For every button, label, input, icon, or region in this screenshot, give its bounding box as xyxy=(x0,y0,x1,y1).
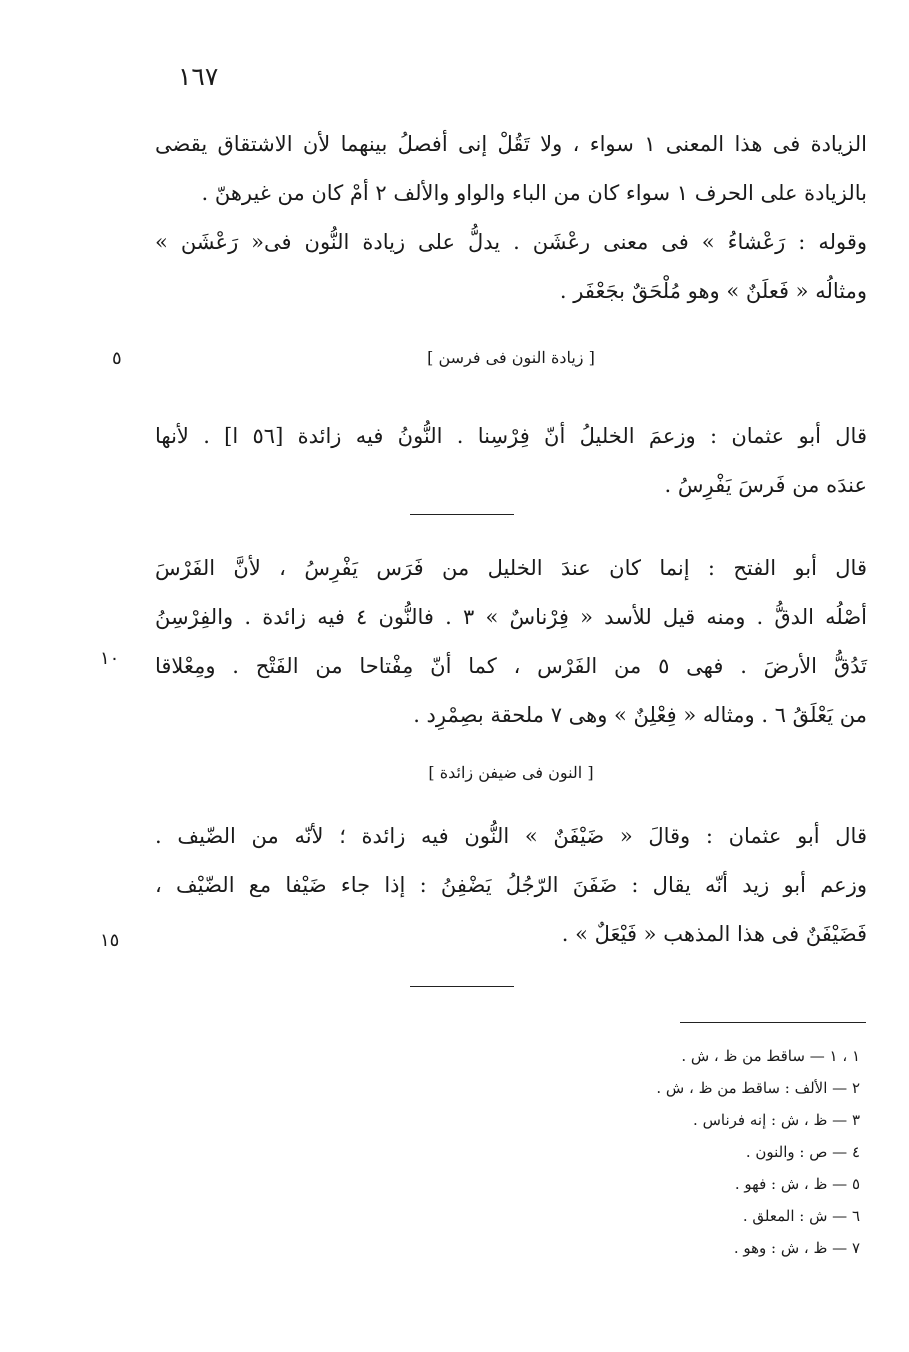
text-line: قال أبو عثمان : وزعمَ الخليلُ أنّ فِرْسِنا . النُّونُ فيه زائدة [٥٦ ا] . لأنها xyxy=(155,424,867,448)
text-line: وزعم أبو زيد أنّه يقال : ضَفَنَ الرّجُلُ يَضْفِنُ : إذا جاء ضَيْفا مع الضّيْف ، xyxy=(155,873,867,897)
text-line: تَدُقُّ الأرضَ . فهى ٥ من الفَرْس ، كما أنّ مِفْتاحا من الفَتْح . ومِعْلاقا xyxy=(155,654,867,678)
text-line: وقوله : رَعْشاءُ » فى معنى رعْشَن . يدلُّ على زيادة النُّون فى« رَعْشَن » xyxy=(155,230,867,254)
text-line: قال أبو عثمان : وقالَ « ضَيْفَنٌ » النُّون فيه زائدة ؛ لأنّه من الضّيف . xyxy=(155,824,867,848)
paragraph-3 xyxy=(155,412,867,510)
section-heading-daifan: [ النون فى ضيفن زائدة ] xyxy=(428,763,594,782)
footnote-item: ٢ — الألف : ساقط من ظ ، ش . xyxy=(656,1079,860,1097)
paragraph-4 xyxy=(155,544,867,740)
footnote-item: ٦ — ش : المعلق . xyxy=(742,1207,860,1225)
page-number: ١٦٧ xyxy=(178,62,219,91)
paragraph-2 xyxy=(155,218,867,316)
paragraph-1 xyxy=(155,120,867,218)
line-number: ٥ xyxy=(112,348,122,369)
footnote-item: ٧ — ظ ، ش : وهو . xyxy=(733,1239,860,1257)
footnote-item: ١ ، ١ — ساقط من ظ ، ش . xyxy=(681,1047,860,1065)
text-line: أصْلُه الدقُّ . ومنه قيل للأسد « فِرْناسٌ » ٣ . فالنُّون ٤ فيه زائدة . والفِرْسِنُ xyxy=(155,605,867,629)
text-line: فَضَيْفَنٌ فى هذا المذهب « فَيْعَلٌ » . xyxy=(561,922,867,946)
text-line: من يَعْلَقُ ٦ . ومثاله « فِعْلِنٌ » وهى ٧ ملحقة بصِمْرِد . xyxy=(413,703,867,727)
footnote-rule xyxy=(680,1022,866,1023)
text-line: قال أبو الفتح : إنما كان عندَ الخليل من فَرَس يَفْرِسُ ، لأنَّ الفَرْسَ xyxy=(155,556,867,580)
line-number: ١٠ xyxy=(100,648,120,669)
separator-line xyxy=(410,514,514,515)
footnotes xyxy=(540,1040,860,1264)
text-line: عندَه من فَرسَ يَفْرِسُ . xyxy=(664,473,867,497)
line-number: ١٥ xyxy=(100,930,120,951)
paragraph-5 xyxy=(155,812,867,959)
text-line: ومثالُه « فَعلَنٌ » وهو مُلْحَقٌ بجَعْفَر . xyxy=(559,279,867,303)
text-line: بالزيادة على الحرف ١ سواء كان من الباء والواو والألف ٢ أمْ كان من غيرهنّ . xyxy=(201,181,867,205)
text-line: الزيادة فى هذا المعنى ١ سواء ، ولا تَقُلْ إنى أفصلُ بينهما لأن الاشتقاق يقضى xyxy=(155,132,867,156)
separator-line xyxy=(410,986,514,987)
section-heading-fersen: [ زيادة النون فى فرسن ] xyxy=(427,348,595,367)
footnote-item: ٥ — ظ ، ش : فهو . xyxy=(734,1175,860,1193)
footnote-item: ٣ — ظ ، ش : إنه فرناس . xyxy=(693,1111,860,1129)
footnote-item: ٤ — ص : والنون . xyxy=(745,1143,860,1161)
